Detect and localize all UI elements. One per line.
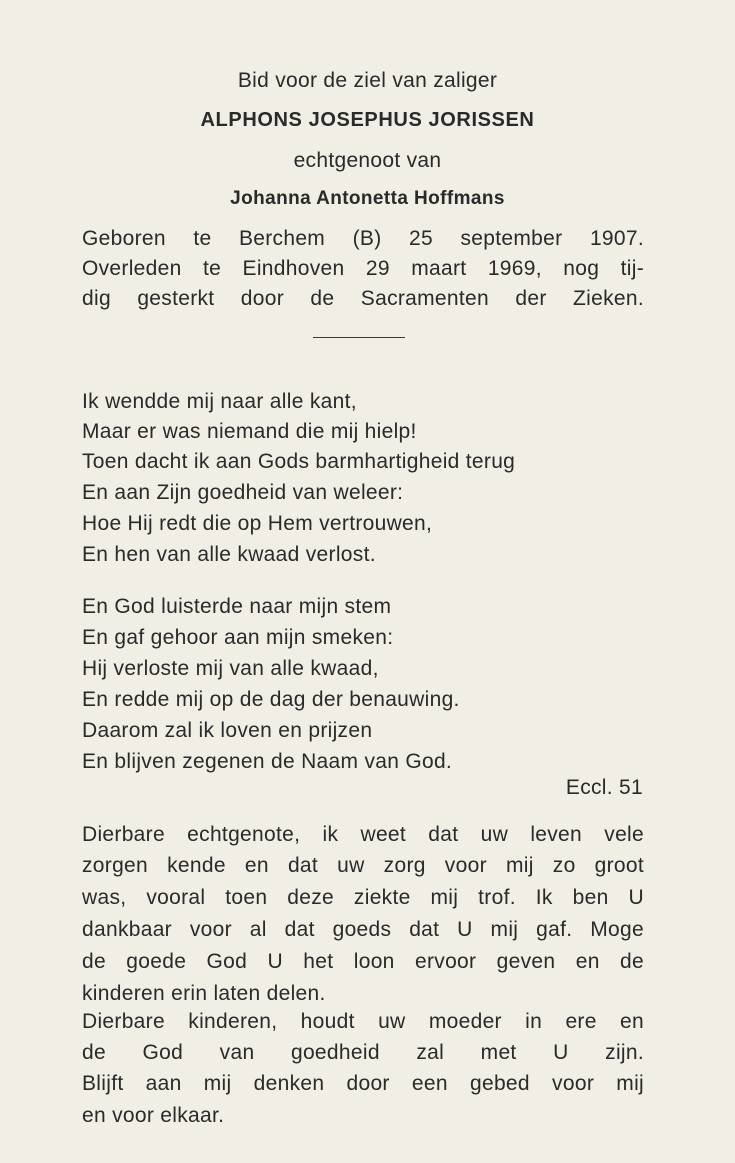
verse-line: En blijven zegenen de Naam van God. <box>82 750 453 773</box>
biography-line: Overleden te Eindhoven 29 maart 1969, nog tij- <box>82 257 644 280</box>
message-line: de goede God U het loon ervoor geven en de <box>82 950 644 973</box>
deceased-name: ALPHONS JOSEPHUS JORISSEN <box>200 109 535 131</box>
biography-line: dig gesterkt door de Sacramenten der Zieken. <box>82 287 644 310</box>
message-line: Dierbare kinderen, houdt uw moeder in ere en <box>82 1010 644 1033</box>
relation-line: echtgenoot van <box>293 149 442 172</box>
message-line: dankbaar voor al dat goeds dat U mij gaf. Moge <box>82 918 644 941</box>
biography-line: Geboren te Berchem (B) 25 september 1907. <box>82 227 644 250</box>
verse-line: Daarom zal ik loven en prijzen <box>82 719 373 742</box>
spouse-name: Johanna Antonetta Hoffmans <box>230 188 505 209</box>
verse-line: En God luisterde naar mijn stem <box>82 595 392 618</box>
divider-rule <box>313 337 405 338</box>
message-line: Dierbare echtgenote, ik weet dat uw leven vele <box>82 823 644 846</box>
message-line: Blijft aan mij denken door een gebed voor mij <box>82 1072 644 1095</box>
message-line: en voor elkaar. <box>82 1104 225 1127</box>
verse-line: Ik wendde mij naar alle kant, <box>82 390 357 413</box>
verse-line: En gaf gehoor aan mijn smeken: <box>82 626 394 649</box>
verse-line: En redde mij op de dag der benauwing. <box>82 688 460 711</box>
verse-line: En hen van alle kwaad verlost. <box>82 543 376 566</box>
verse-reference: Eccl. 51 <box>565 776 643 799</box>
verse-line: Hoe Hij redt die op Hem vertrouwen, <box>82 512 433 535</box>
message-line: zorgen kende en dat uw zorg voor mij zo groot <box>82 854 644 877</box>
verse-line: En aan Zijn goedheid van weleer: <box>82 481 404 504</box>
intro-line: Bid voor de ziel van zaliger <box>237 69 498 92</box>
verse-line: Hij verloste mij van alle kwaad, <box>82 657 379 680</box>
message-line: kinderen erin laten delen. <box>82 982 326 1005</box>
verse-line: Toen dacht ik aan Gods barmhartigheid terug <box>82 450 516 473</box>
verse-line: Maar er was niemand die mij hielp! <box>82 420 417 443</box>
message-line: was, vooral toen deze ziekte mij trof. Ik ben U <box>82 886 644 909</box>
message-line: de God van goedheid zal met U zijn. <box>82 1041 644 1064</box>
